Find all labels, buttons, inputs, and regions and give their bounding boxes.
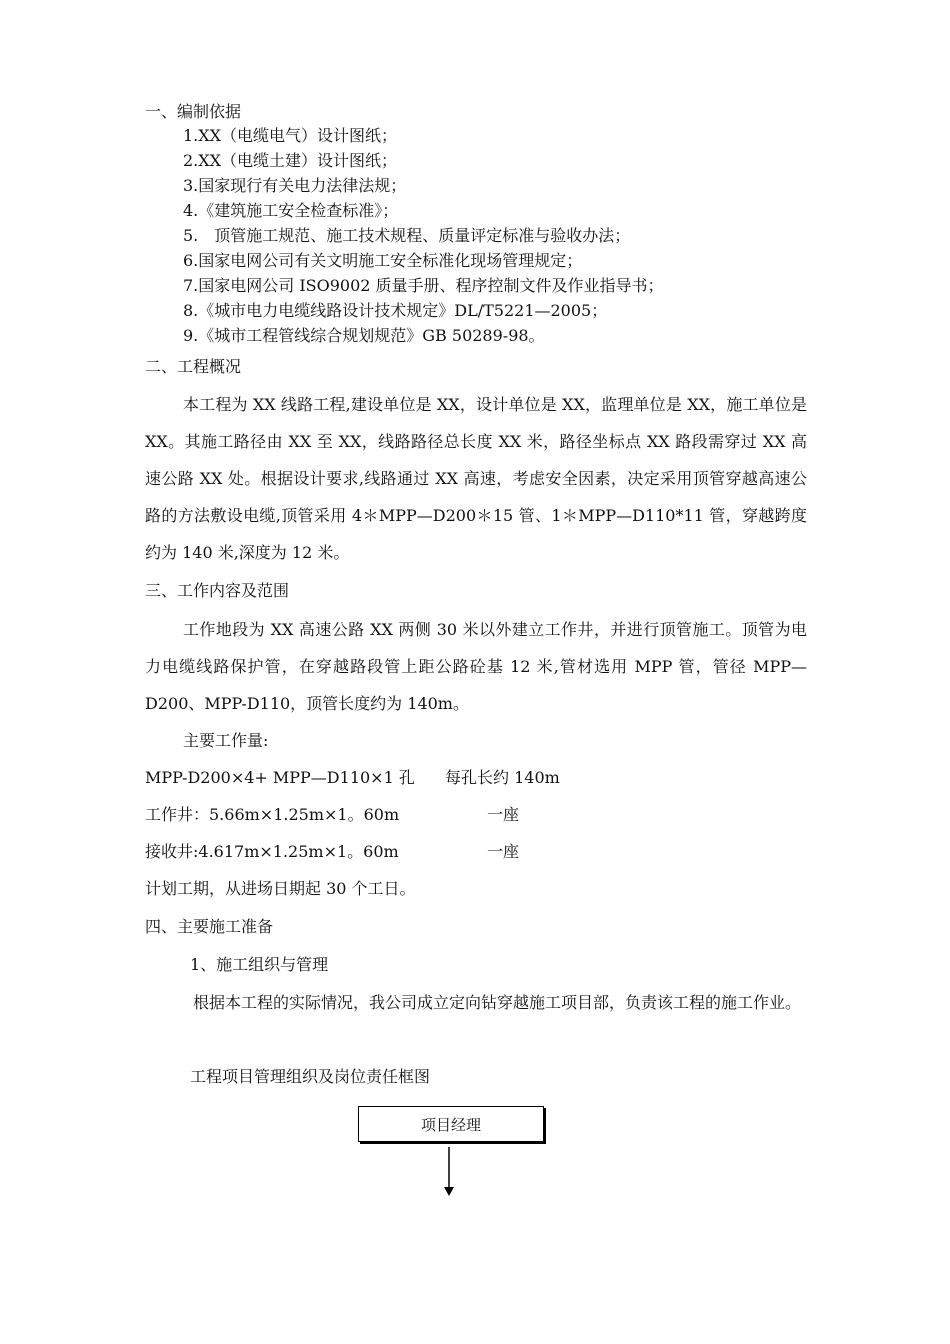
- workload-row-2-qty: 一座: [487, 805, 520, 824]
- basis-item-9: 9.《城市工程管线综合规划规范》GB 50289-98。: [183, 326, 545, 345]
- section1-heading: 一、编制依据: [145, 102, 242, 121]
- basis-item-4: 4.《建筑施工安全检查标准》；: [183, 201, 399, 220]
- workload-row-3-qty: 一座: [487, 842, 520, 861]
- workload-title: 主要工作量:: [183, 731, 269, 750]
- basis-item-6: 6.国家电网公司有关文明施工安全标准化现场管理规定；: [183, 251, 583, 270]
- org-chart-down-arrow: [440, 1147, 458, 1197]
- section4-sub1-heading: 1、施工组织与管理: [190, 955, 329, 974]
- org-chart-caption: 工程项目管理组织及岗位责任框图: [190, 1067, 431, 1086]
- basis-item-3: 3.国家现行有关电力法律法规；: [183, 176, 407, 195]
- basis-item-5: 5. 顶管施工规范、施工技术规程、质量评定标准与验收办法；: [183, 226, 631, 245]
- project-overview-paragraph: 本工程为 XX 线路工程,建设单位是 XX，设计单位是 XX，监理单位是 XX，施工单位是 XX。其施工路径由 XX 至 XX，线路路径总长度 XX 米，路径坐标点 XX 路段需穿过 XX 高速公路 XX 处。根据设计要求,线路通过 XX 高速，考虑安全因素，决定采用顶管穿越高速公路的方法敷设电缆,顶管采用 4＊MPP—D200＊15 管、1＊MPP—D110*11 管，穿越跨度约为 140 米,深度为 12 米。: [145, 395, 807, 562]
- basis-item-2: 2.XX（电缆土建）设计图纸；: [183, 151, 398, 170]
- org-box-project-manager: [358, 1106, 544, 1142]
- basis-item-7: 7.国家电网公司 ISO9002 质量手册、程序控制文件及作业指导书；: [183, 276, 664, 295]
- section4-heading: 四、主要施工准备: [145, 917, 274, 936]
- work-scope-paragraph: 工作地段为 XX 高速公路 XX 两侧 30 米以外建立工作井，并进行顶管施工。顶管为电力电缆线路保护管，在穿越路段管上距公路砼基 12 米,管材选用 MPP 管，管径 MPP—D200、MPP-D110，顶管长度约为 140m。: [145, 620, 807, 713]
- section2-heading: 二、工程概况: [145, 357, 242, 376]
- section3-heading: 三、工作内容及范围: [145, 581, 290, 600]
- schedule-line: 计划工期，从进场日期起 30 个工日。: [145, 879, 416, 898]
- workload-row-1-qty: 每孔长约 140m: [445, 768, 560, 787]
- basis-item-8: 8.《城市电力电缆线路设计技术规定》DL/T5221—2005；: [183, 301, 608, 320]
- organization-paragraph: 根据本工程的实际情况，我公司成立定向钻穿越施工项目部，负责该工程的施工作业。: [193, 993, 802, 1012]
- basis-item-1: 1.XX（电缆电气）设计图纸；: [183, 126, 398, 145]
- workload-row-3-item: 接收井:4.617m×1.25m×1。60m: [145, 842, 399, 861]
- workload-row-2-item: 工作井：5.66m×1.25m×1。60m: [145, 805, 400, 824]
- workload-row-1-item: MPP-D200×4+ MPP—D110×1 孔: [145, 768, 415, 787]
- org-box-label: 项目经理: [420, 1115, 481, 1134]
